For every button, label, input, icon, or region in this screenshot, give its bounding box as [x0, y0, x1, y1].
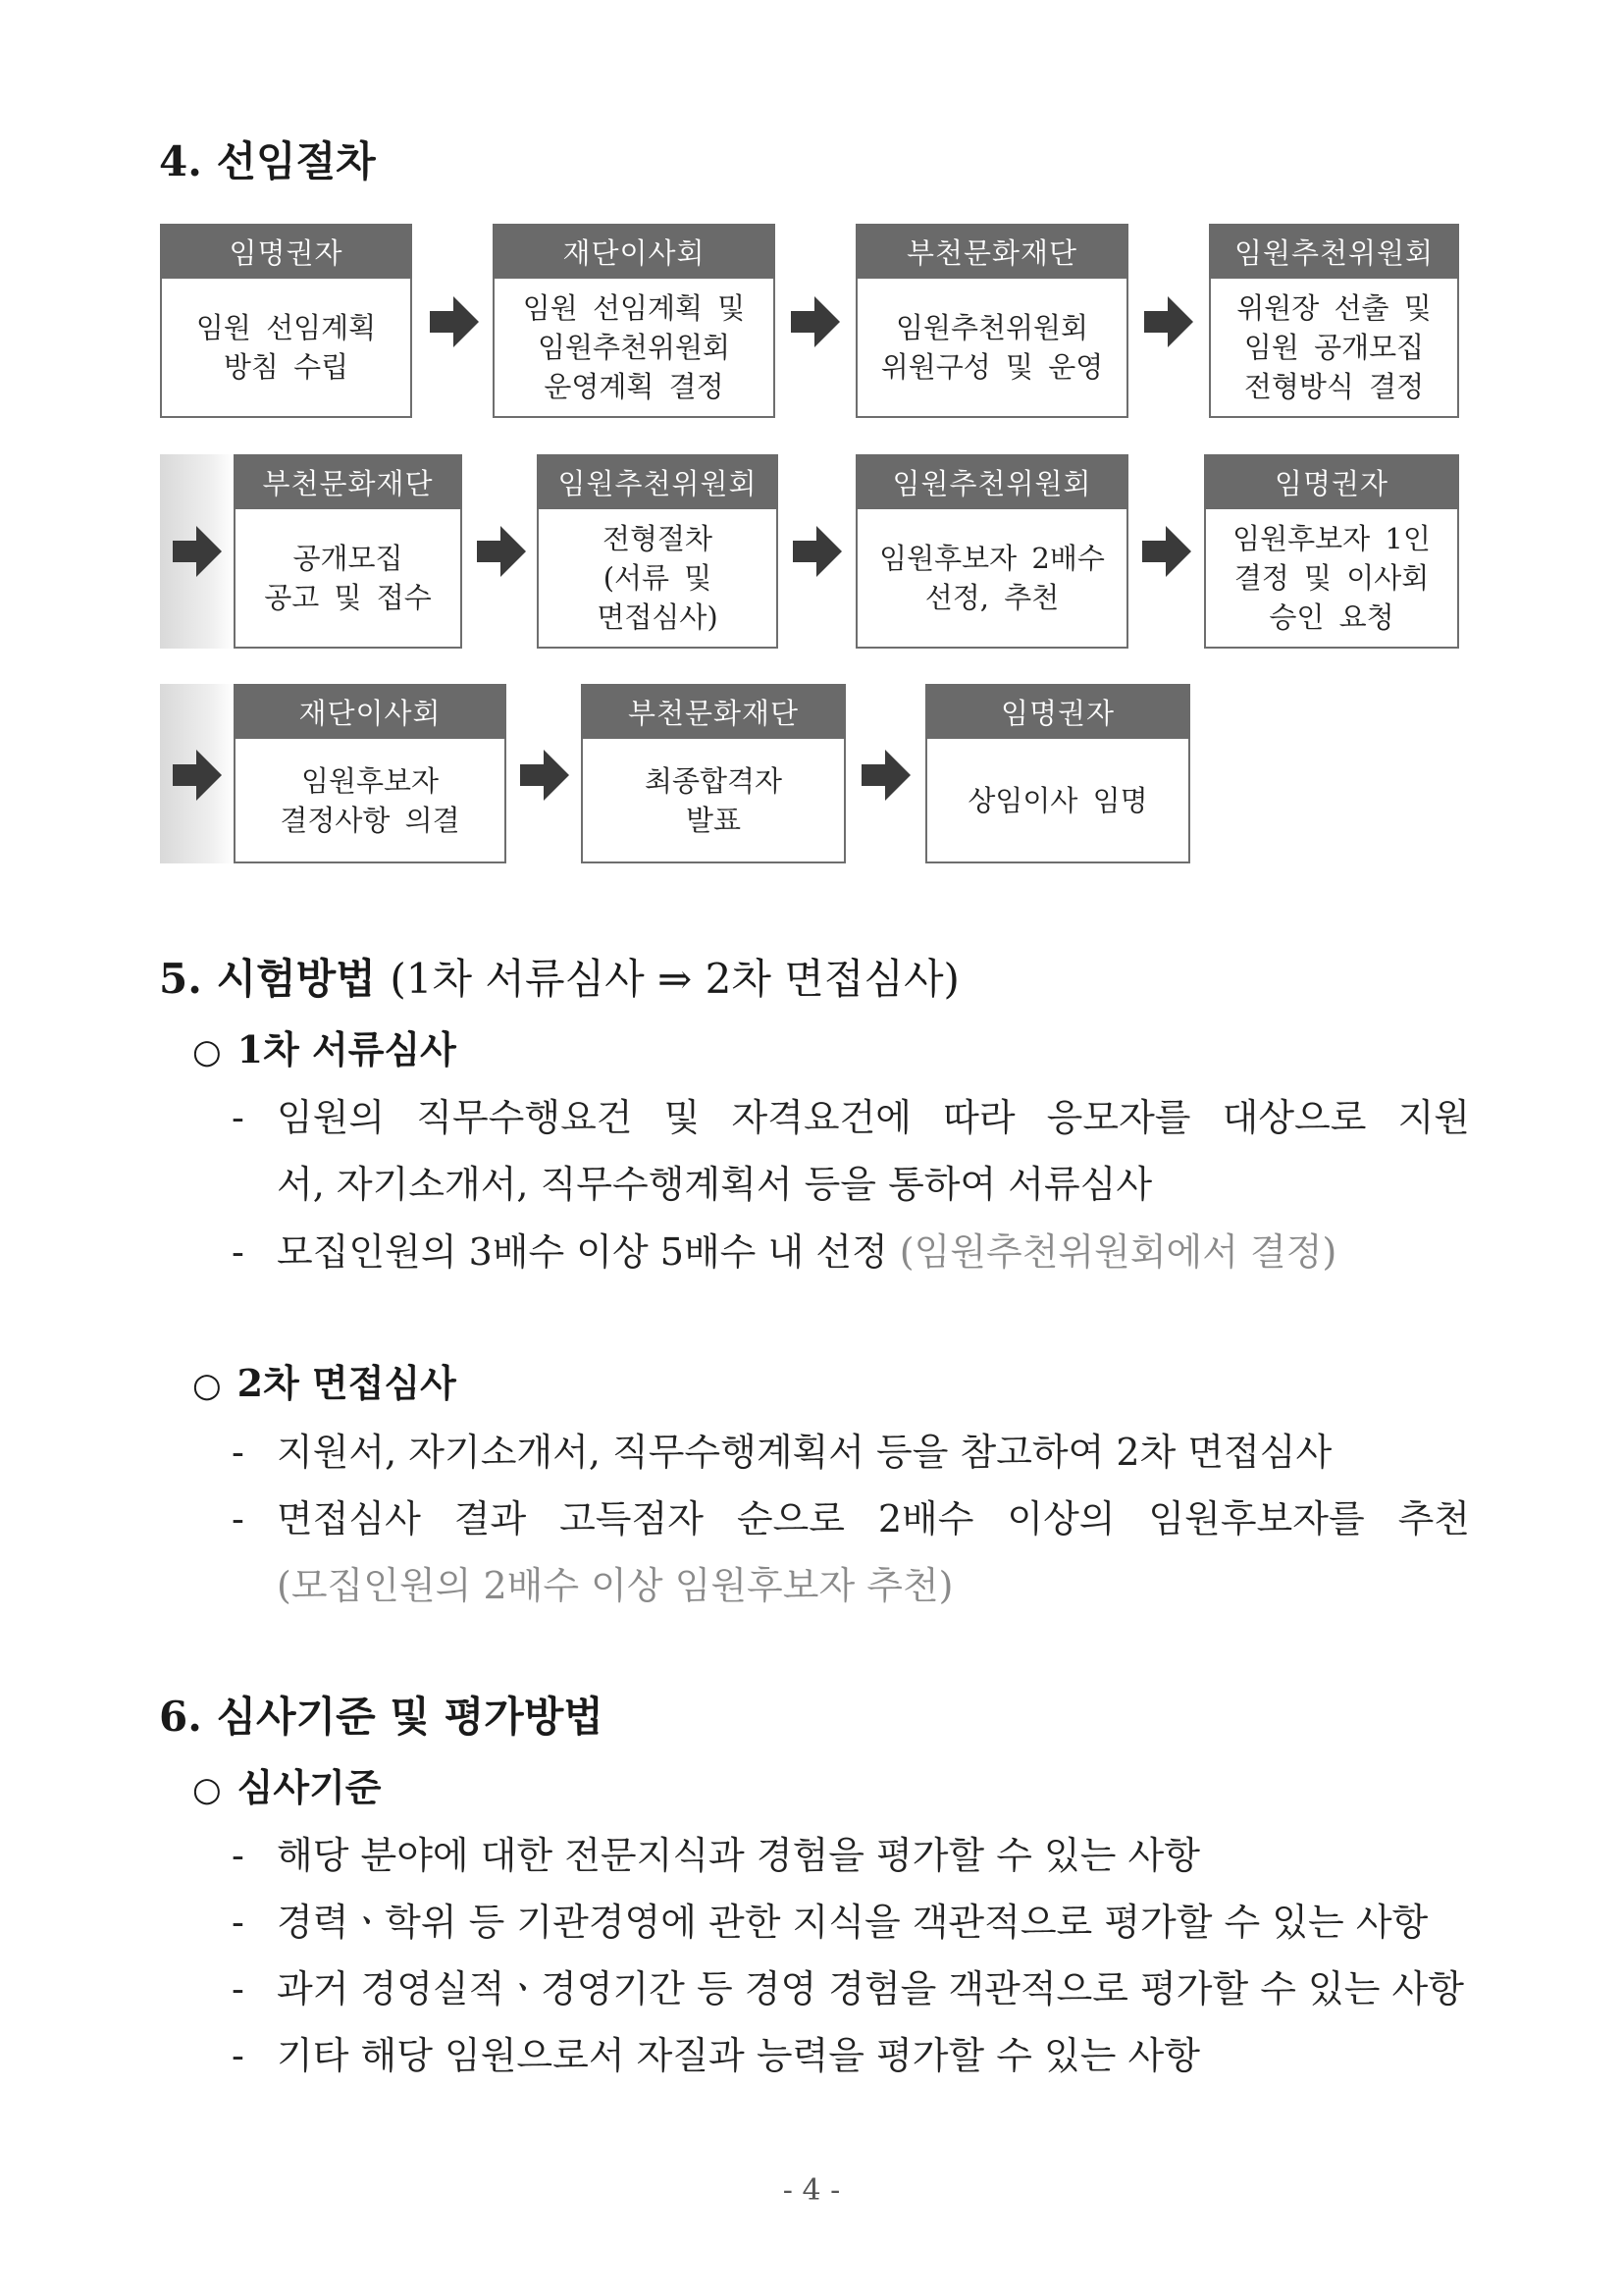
flow-box-head: 임원추천위원회	[856, 454, 1128, 509]
list-item	[232, 1219, 1470, 1285]
flow-box-line: 면접심사)	[597, 600, 718, 634]
flow-box-line: 임원 선임계획 및	[522, 291, 746, 325]
section-5-subtitle: (1차 서류심사 ⇒ 2차 면접심사)	[390, 955, 960, 1003]
flow-box-head: 임원추천위원회	[537, 454, 778, 509]
flow-box-body	[236, 509, 460, 647]
flow-box-line: 방침 수립	[223, 350, 349, 384]
flow-box-head: 재단이사회	[493, 224, 775, 279]
flow-box-body	[162, 279, 410, 416]
flow-box-line: 임원후보자 2배수	[879, 542, 1105, 575]
circle-bullet-icon: ○	[192, 1366, 222, 1405]
item-line	[277, 1219, 1470, 1285]
flow-box-line: 결정사항 의결	[280, 803, 460, 837]
flow-box-body	[858, 509, 1126, 647]
first-screening-title	[192, 1026, 456, 1075]
dash-marker: -	[232, 1901, 244, 1944]
section-6-title: 6. 심사기준 및 평가방법	[159, 1693, 603, 1741]
flow-box-r2-2	[537, 454, 778, 649]
item-text: 모집인원의 3배수 이상 5배수 내 선정	[277, 1230, 888, 1274]
flow-box-body	[1211, 279, 1457, 416]
flow-box-line: 임원후보자	[300, 763, 440, 798]
flow-box-line: 결정 및 이사회	[1233, 561, 1430, 595]
flow-box-r1-4	[1209, 224, 1459, 418]
flow-box-r2-4	[1204, 454, 1459, 649]
flow-box-line: 공고 및 접수	[264, 581, 432, 614]
flow-box-body	[1206, 509, 1457, 647]
flow-box-head: 임명권자	[925, 684, 1190, 739]
bullet-title: 1차 서류심사	[236, 1027, 456, 1071]
arrow-right-icon	[793, 526, 842, 577]
flow-box-line: 상임이사 임명	[968, 783, 1148, 817]
arrow-right-icon	[520, 750, 569, 801]
list-item	[232, 1956, 1470, 2022]
arrow-right-icon	[173, 750, 222, 801]
item-note: (임원추천위원회에서 결정)	[899, 1230, 1337, 1274]
page-number: - 4 -	[782, 2173, 841, 2208]
flow-box-line: 전형절차	[602, 522, 713, 555]
flow-box-line: 임원 공개모집	[1243, 331, 1425, 364]
flow-box-r3-3	[925, 684, 1190, 863]
flow-box-line: 발표	[685, 803, 742, 837]
flow-box-body	[583, 739, 844, 861]
arrow-right-icon	[430, 296, 479, 347]
arrow-right-icon	[477, 526, 526, 577]
circle-bullet-icon: ○	[192, 1770, 222, 1809]
circle-bullet-icon: ○	[192, 1032, 222, 1071]
flow-box-r1-1	[160, 224, 412, 418]
flow-box-r1-2	[493, 224, 775, 418]
item-line: 면접심사 결과 고득점자 순으로 2배수 이상의 임원후보자를 추천	[277, 1497, 1470, 1540]
flow-box-body	[539, 509, 776, 647]
flow-box-head: 부천문화재단	[581, 684, 846, 739]
dash-marker: -	[232, 1096, 244, 1139]
dash-marker: -	[232, 1967, 244, 2010]
flow-box-line: 공개모집	[292, 542, 403, 575]
arrow-right-icon	[173, 526, 222, 577]
arrow-right-icon	[1144, 296, 1193, 347]
item-line: 임원의 직무수행요건 및 자격요건에 따라 응모자를 대상으로 지원	[277, 1096, 1470, 1139]
flow-box-r3-2	[581, 684, 846, 863]
item-note: (모집인원의 2배수 이상 임원후보자 추천)	[277, 1564, 954, 1607]
dash-marker: -	[232, 1431, 244, 1474]
dash-marker: -	[232, 1230, 244, 1274]
list-item	[232, 1822, 1470, 1889]
arrow-right-icon	[1142, 526, 1191, 577]
item-line: 해당 분야에 대한 전문지식과 경험을 평가할 수 있는 사항	[277, 1834, 1200, 1877]
flow-box-line: 임원추천위원회	[895, 311, 1089, 344]
list-item	[232, 1486, 1470, 1619]
flow-box-line: 임원 선임계획	[195, 311, 377, 344]
flow-box-r2-3	[856, 454, 1128, 649]
flow-box-head: 임명권자	[160, 224, 412, 279]
flow-box-line: 임원추천위원회	[537, 331, 731, 364]
flow-box-head: 재단이사회	[234, 684, 506, 739]
list-item	[232, 1889, 1470, 1956]
section-5-title-text: 5. 시험방법	[159, 955, 376, 1003]
flow-box-body	[858, 279, 1126, 416]
flow-box-r2-1	[234, 454, 462, 649]
dash-marker: -	[232, 1834, 244, 1877]
section-5-title	[159, 955, 960, 1004]
flow-box-r1-3	[856, 224, 1128, 418]
item-line: 과거 경영실적ㆍ경영기간 등 경영 경험을 객관적으로 평가할 수 있는 사항	[277, 1967, 1464, 2010]
bullet-title: 심사기준	[236, 1765, 382, 1809]
flow-box-body	[927, 739, 1188, 861]
section-4-title: 4. 선임절차	[159, 137, 376, 185]
flow-box-line: 최종합격자	[644, 763, 783, 798]
flow-box-line: 위원구성 및 운영	[880, 350, 1104, 384]
item-line: 지원서, 자기소개서, 직무수행계획서 등을 참고하여 2차 면접심사	[277, 1431, 1333, 1474]
flow-box-head: 부천문화재단	[234, 454, 462, 509]
flow-box-line: 운영계획 결정	[544, 370, 724, 403]
second-screening-title	[192, 1360, 456, 1409]
flow-box-r3-1	[234, 684, 506, 863]
item-line: 서, 자기소개서, 직무수행계획서 등을 통하여 서류심사	[277, 1163, 1153, 1206]
dash-marker: -	[232, 1497, 244, 1540]
list-item	[232, 1419, 1470, 1486]
flow-box-line: 승인 요청	[1269, 600, 1394, 634]
flow-box-line: (서류 및	[602, 561, 712, 595]
list-item	[232, 1084, 1470, 1218]
flow-box-line: 선정, 추천	[924, 581, 1060, 614]
bullet-title: 2차 면접심사	[236, 1361, 456, 1405]
arrow-right-icon	[862, 750, 911, 801]
dash-marker: -	[232, 2034, 244, 2077]
item-line: 기타 해당 임원으로서 자질과 능력을 평가할 수 있는 사항	[277, 2034, 1200, 2077]
item-line: 경력ㆍ학위 등 기관경영에 관한 지식을 객관적으로 평가할 수 있는 사항	[277, 1901, 1429, 1944]
flow-box-line: 전형방식 결정	[1243, 370, 1425, 403]
criteria-title	[192, 1764, 382, 1813]
list-item	[232, 2022, 1470, 2089]
flow-box-head: 부천문화재단	[856, 224, 1128, 279]
flow-box-line: 임원후보자 1인	[1232, 522, 1431, 555]
flow-box-body	[495, 279, 773, 416]
flow-box-head: 임원추천위원회	[1209, 224, 1459, 279]
flow-box-line: 위원장 선출 및	[1236, 291, 1432, 325]
flow-box-body	[236, 739, 504, 861]
arrow-right-icon	[791, 296, 840, 347]
flow-box-head: 임명권자	[1204, 454, 1459, 509]
